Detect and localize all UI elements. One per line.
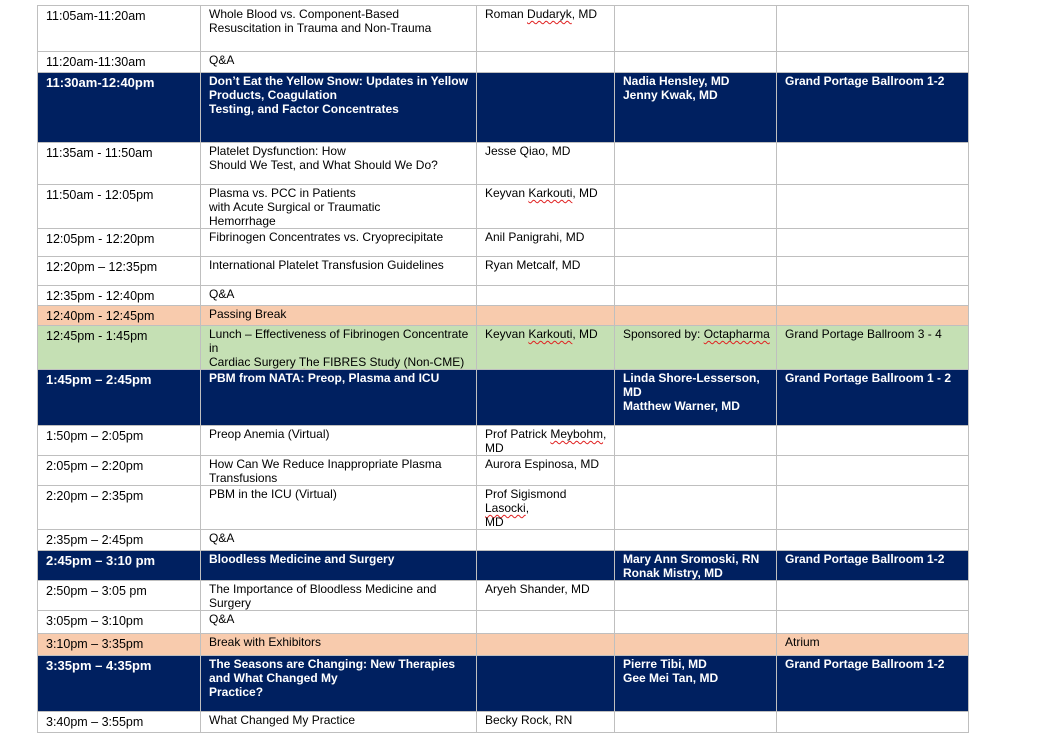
time-text: 3:35pm – 4:35pm xyxy=(46,658,152,673)
location-cell xyxy=(777,634,969,656)
schedule-row-talk xyxy=(38,52,969,73)
schedule-row-talk xyxy=(38,6,969,52)
title-text: How Can We Reduce Inappropriate Plasma Transfusions xyxy=(209,457,442,485)
speaker-cell xyxy=(477,370,615,426)
title-cell xyxy=(201,456,477,486)
schedule-table xyxy=(37,5,969,733)
title-cell xyxy=(201,306,477,326)
schedule-row-talk xyxy=(38,456,969,486)
time-text: 3:40pm – 3:55pm xyxy=(46,715,144,729)
title-cell xyxy=(201,656,477,712)
location-cell xyxy=(777,73,969,143)
time-cell xyxy=(38,426,201,456)
title-cell xyxy=(201,73,477,143)
title-cell xyxy=(201,257,477,286)
moderators-text: Nadia Hensley, MD Jenny Kwak, MD xyxy=(623,74,730,102)
schedule-row-talk xyxy=(38,286,969,306)
speaker-cell xyxy=(477,530,615,551)
schedule-row-talk xyxy=(38,426,969,456)
moderators-cell xyxy=(615,426,777,456)
time-text: 3:10pm – 3:35pm xyxy=(46,637,144,651)
moderators-cell xyxy=(615,581,777,611)
location-cell xyxy=(777,143,969,185)
time-text: 2:20pm – 2:35pm xyxy=(46,489,144,503)
time-text: 12:35pm - 12:40pm xyxy=(46,289,155,303)
moderators-cell xyxy=(615,370,777,426)
time-cell xyxy=(38,634,201,656)
schedule-row-lunch xyxy=(38,326,969,370)
moderators-cell xyxy=(615,634,777,656)
speaker-text: Prof Patrick Meybohm, MD xyxy=(485,427,607,455)
title-cell xyxy=(201,52,477,73)
title-cell xyxy=(201,326,477,370)
title-text: Q&A xyxy=(209,531,235,545)
title-cell xyxy=(201,370,477,426)
time-text: 11:30am-12:40pm xyxy=(46,75,155,90)
title-cell xyxy=(201,143,477,185)
location-text: Grand Portage Ballroom 1-2 xyxy=(785,657,945,671)
time-text: 3:05pm – 3:10pm xyxy=(46,614,144,628)
title-text: Break with Exhibitors xyxy=(209,635,322,649)
time-cell xyxy=(38,306,201,326)
location-cell xyxy=(777,6,969,52)
location-text: Atrium xyxy=(785,635,820,649)
speaker-text: Anil Panigrahi, MD xyxy=(485,230,585,244)
schedule-row-talk xyxy=(38,486,969,530)
title-cell xyxy=(201,486,477,530)
time-text: 12:45pm - 1:45pm xyxy=(46,329,148,343)
location-cell xyxy=(777,486,969,530)
moderators-text: Pierre Tibi, MD Gee Mei Tan, MD xyxy=(623,657,719,685)
moderators-text: Sponsored by: Octapharma xyxy=(623,327,770,341)
title-text: Don’t Eat the Yellow Snow: Updates in Yellow Products, Coagulation Testing, and Factor Concentrates xyxy=(209,74,468,116)
time-cell xyxy=(38,286,201,306)
speaker-text: Keyvan Karkouti, MD xyxy=(485,186,598,200)
title-cell xyxy=(201,426,477,456)
moderators-cell xyxy=(615,286,777,306)
moderators-cell xyxy=(615,551,777,581)
location-cell xyxy=(777,456,969,486)
schedule-row-session xyxy=(38,73,969,143)
moderators-cell xyxy=(615,257,777,286)
location-cell xyxy=(777,551,969,581)
time-cell xyxy=(38,6,201,52)
time-cell xyxy=(38,486,201,530)
schedule-row-talk xyxy=(38,185,969,229)
time-text: 1:50pm – 2:05pm xyxy=(46,429,144,443)
title-text: PBM from NATA: Preop, Plasma and ICU xyxy=(209,371,440,385)
time-cell xyxy=(38,143,201,185)
location-cell xyxy=(777,611,969,634)
speaker-text: Keyvan Karkouti, MD xyxy=(485,327,598,341)
schedule-row-talk xyxy=(38,229,969,257)
speaker-text: Aurora Espinosa, MD xyxy=(485,457,600,471)
title-cell xyxy=(201,185,477,229)
speaker-text: Aryeh Shander, MD xyxy=(485,582,590,596)
time-text: 1:45pm – 2:45pm xyxy=(46,372,152,387)
title-text: Passing Break xyxy=(209,307,287,321)
moderators-cell xyxy=(615,656,777,712)
time-text: 2:05pm – 2:20pm xyxy=(46,459,144,473)
schedule-row-break xyxy=(38,306,969,326)
title-cell xyxy=(201,286,477,306)
time-cell xyxy=(38,530,201,551)
schedule-row-talk xyxy=(38,257,969,286)
schedule-row-session xyxy=(38,656,969,712)
speaker-text: Jesse Qiao, MD xyxy=(485,144,571,158)
speaker-cell xyxy=(477,286,615,306)
location-cell xyxy=(777,712,969,733)
speaker-cell xyxy=(477,73,615,143)
speaker-cell xyxy=(477,229,615,257)
speaker-cell xyxy=(477,486,615,530)
location-cell xyxy=(777,370,969,426)
title-text: International Platelet Transfusion Guidelines xyxy=(209,258,444,272)
title-text: PBM in the ICU (Virtual) xyxy=(209,487,337,501)
moderators-cell xyxy=(615,73,777,143)
location-cell xyxy=(777,306,969,326)
moderators-text: Mary Ann Sromoski, RN Ronak Mistry, MD xyxy=(623,552,760,580)
title-cell xyxy=(201,6,477,52)
moderators-cell xyxy=(615,52,777,73)
title-cell xyxy=(201,634,477,656)
time-text: 12:05pm - 12:20pm xyxy=(46,232,155,246)
location-cell xyxy=(777,229,969,257)
location-cell xyxy=(777,426,969,456)
location-text: Grand Portage Ballroom 1-2 xyxy=(785,74,945,88)
location-text: Grand Portage Ballroom 1-2 xyxy=(785,552,945,566)
title-text: Q&A xyxy=(209,53,235,67)
schedule-row-session xyxy=(38,551,969,581)
time-cell xyxy=(38,257,201,286)
time-cell xyxy=(38,656,201,712)
location-cell xyxy=(777,52,969,73)
title-text: Bloodless Medicine and Surgery xyxy=(209,552,395,566)
speaker-cell xyxy=(477,185,615,229)
moderators-cell xyxy=(615,185,777,229)
time-text: 2:50pm – 3:05 pm xyxy=(46,584,147,598)
time-cell xyxy=(38,712,201,733)
schedule-row-session xyxy=(38,370,969,426)
speaker-cell xyxy=(477,581,615,611)
moderators-cell xyxy=(615,326,777,370)
location-text: Grand Portage Ballroom 3 - 4 xyxy=(785,327,942,341)
speaker-cell xyxy=(477,52,615,73)
title-text: The Seasons are Changing: New Therapies and What Changed My Practice? xyxy=(209,657,456,699)
moderators-cell xyxy=(615,306,777,326)
location-cell xyxy=(777,185,969,229)
time-cell xyxy=(38,581,201,611)
location-cell xyxy=(777,530,969,551)
speaker-cell xyxy=(477,426,615,456)
time-cell xyxy=(38,185,201,229)
location-cell xyxy=(777,581,969,611)
speaker-cell xyxy=(477,656,615,712)
time-text: 2:35pm – 2:45pm xyxy=(46,533,144,547)
schedule-row-talk xyxy=(38,611,969,634)
title-text: Lunch – Effectiveness of Fibrinogen Concentrate in Cardiac Surgery The FIBRES Study (Non-CME) xyxy=(209,327,469,369)
location-cell xyxy=(777,286,969,306)
time-cell xyxy=(38,326,201,370)
moderators-cell xyxy=(615,456,777,486)
time-text: 11:20am-11:30am xyxy=(46,55,146,69)
title-text: Platelet Dysfunction: How Should We Test, and What Should We Do? xyxy=(209,144,438,172)
moderators-cell xyxy=(615,712,777,733)
time-cell xyxy=(38,611,201,634)
location-text: Grand Portage Ballroom 1 - 2 xyxy=(785,371,952,385)
title-text: Whole Blood vs. Component-Based Resuscitation in Trauma and Non-Trauma xyxy=(209,7,432,35)
title-cell xyxy=(201,712,477,733)
moderators-cell xyxy=(615,611,777,634)
time-cell xyxy=(38,73,201,143)
location-cell xyxy=(777,656,969,712)
speaker-cell xyxy=(477,326,615,370)
speaker-text: Ryan Metcalf, MD xyxy=(485,258,581,272)
title-cell xyxy=(201,581,477,611)
title-cell xyxy=(201,611,477,634)
moderators-cell xyxy=(615,530,777,551)
location-cell xyxy=(777,326,969,370)
time-text: 11:50am - 12:05pm xyxy=(46,188,154,202)
speaker-text: Roman Dudaryk, MD xyxy=(485,7,598,21)
title-text: Preop Anemia (Virtual) xyxy=(209,427,330,441)
speaker-cell xyxy=(477,712,615,733)
time-cell xyxy=(38,551,201,581)
moderators-text: Linda Shore-Lesserson, MD Matthew Warner, MD xyxy=(623,371,760,413)
speaker-cell xyxy=(477,456,615,486)
speaker-cell xyxy=(477,551,615,581)
title-cell xyxy=(201,530,477,551)
time-cell xyxy=(38,229,201,257)
title-cell xyxy=(201,229,477,257)
schedule-row-talk xyxy=(38,530,969,551)
title-text: What Changed My Practice xyxy=(209,713,356,727)
schedule-row-talk xyxy=(38,581,969,611)
title-cell xyxy=(201,551,477,581)
moderators-cell xyxy=(615,229,777,257)
time-text: 11:05am-11:20am xyxy=(46,9,146,23)
title-text: Q&A xyxy=(209,287,235,301)
moderators-cell xyxy=(615,486,777,530)
time-text: 12:20pm – 12:35pm xyxy=(46,260,158,274)
schedule-row-break xyxy=(38,634,969,656)
moderators-cell xyxy=(615,143,777,185)
time-text: 2:45pm – 3:10 pm xyxy=(46,553,156,568)
location-cell xyxy=(777,257,969,286)
title-text: The Importance of Bloodless Medicine and Surgery xyxy=(209,582,437,610)
moderators-cell xyxy=(615,6,777,52)
title-text: Q&A xyxy=(209,612,235,626)
speaker-cell xyxy=(477,6,615,52)
speaker-cell xyxy=(477,611,615,634)
time-text: 12:40pm - 12:45pm xyxy=(46,309,155,323)
schedule-row-talk xyxy=(38,712,969,733)
title-text: Fibrinogen Concentrates vs. Cryoprecipitate xyxy=(209,230,444,244)
time-cell xyxy=(38,370,201,426)
schedule-row-talk xyxy=(38,143,969,185)
schedule-body xyxy=(38,6,969,733)
time-text: 11:35am - 11:50am xyxy=(46,146,153,160)
speaker-cell xyxy=(477,143,615,185)
speaker-text: Becky Rock, RN xyxy=(485,713,573,727)
title-text: Plasma vs. PCC in Patients with Acute Surgical or Traumatic Hemorrhage xyxy=(209,186,381,228)
speaker-text: Prof Sigismond Lasocki, MD xyxy=(485,487,567,529)
speaker-cell xyxy=(477,306,615,326)
time-cell xyxy=(38,52,201,73)
time-cell xyxy=(38,456,201,486)
speaker-cell xyxy=(477,634,615,656)
speaker-cell xyxy=(477,257,615,286)
